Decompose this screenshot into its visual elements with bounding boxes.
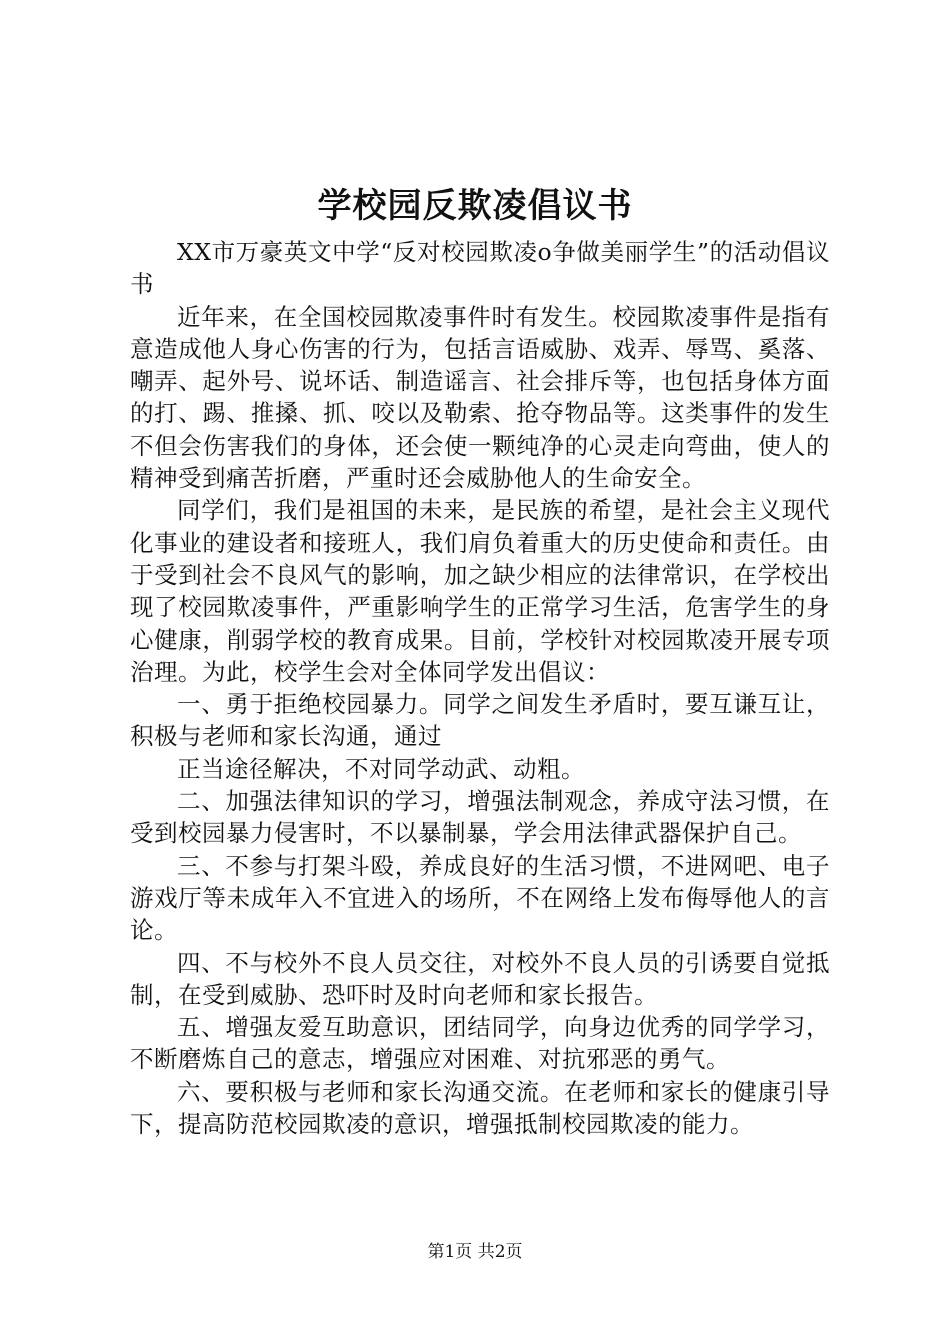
paragraph-item-4: 四、不与校外不良人员交往，对校外不良人员的引诱要自觉抵制，在受到威胁、恐吓时及时向老师和家长报告。: [130, 948, 830, 1009]
paragraph-heading-line: XX市万豪英文中学“反对校园欺凌o争做美丽学生”的活动倡议书: [130, 238, 830, 299]
paragraph-item-1: 一、勇于拒绝校园暴力。同学之间发生矛盾时，要互谦互让，积极与老师和家长沟通，通过: [130, 690, 830, 751]
page-number-footer: 第1页 共2页: [427, 1242, 523, 1262]
paragraph-item-3: 三、不参与打架斗殴，养成良好的生活习惯，不进网吧、电子游戏厅等未成年入不宜进入的场所，不在网络上发布侮辱他人的言论。: [130, 851, 830, 945]
paragraph-appeal: 同学们，我们是祖国的未来，是民族的希望，是社会主义现代化事业的建设者和接班人，我们肩负着重大的历史使命和责任。由于受到社会不良风气的影响，加之缺少相应的法律常识，在学校出现了校园欺凌事件，严重影响学生的正常学习生活，危害学生的身心健康，削弱学校的教育成果。目前，学校针对校园欺凌开展专项治理。为此，校学生会对全体同学发出倡议：: [130, 496, 830, 686]
document-title: 学校园反欺凌倡议书: [317, 186, 633, 226]
paragraph-item-2: 二、加强法律知识的学习，增强法制观念，养成守法习惯，在受到校园暴力侵害时，不以暴制暴，学会用法律武器保护自己。: [130, 787, 830, 848]
document-body: [130, 236, 830, 1140]
paragraph-intro: 近年来，在全国校园欺凌事件时有发生。校园欺凌事件是指有意造成他人身心伤害的行为，包括言语威胁、戏弄、辱骂、奚落、嘲弄、起外号、说坏话、制造谣言、社会排斥等，也包括身体方面的打、踢、推搡、抓、咬以及勒索、抢夺物品等。这类事件的发生不但会伤害我们的身体，还会使一颗纯净的心灵走向弯曲，使人的精神受到痛苦折磨，严重时还会威胁他人的生命安全。: [130, 302, 830, 493]
paragraph-item-5: 五、增强友爱互助意识，团结同学，向身边优秀的同学学习，不断磨炼自己的意志，增强应对困难、对抗邪恶的勇气。: [130, 1013, 830, 1074]
paragraph-item-1-continued: 正当途径解决，不对同学动武、动粗。: [177, 754, 585, 783]
paragraph-item-6: 六、要积极与老师和家长沟通交流。在老师和家长的健康引导下，提高防范校园欺凌的意识，增强抵制校园欺凌的能力。: [130, 1077, 830, 1139]
